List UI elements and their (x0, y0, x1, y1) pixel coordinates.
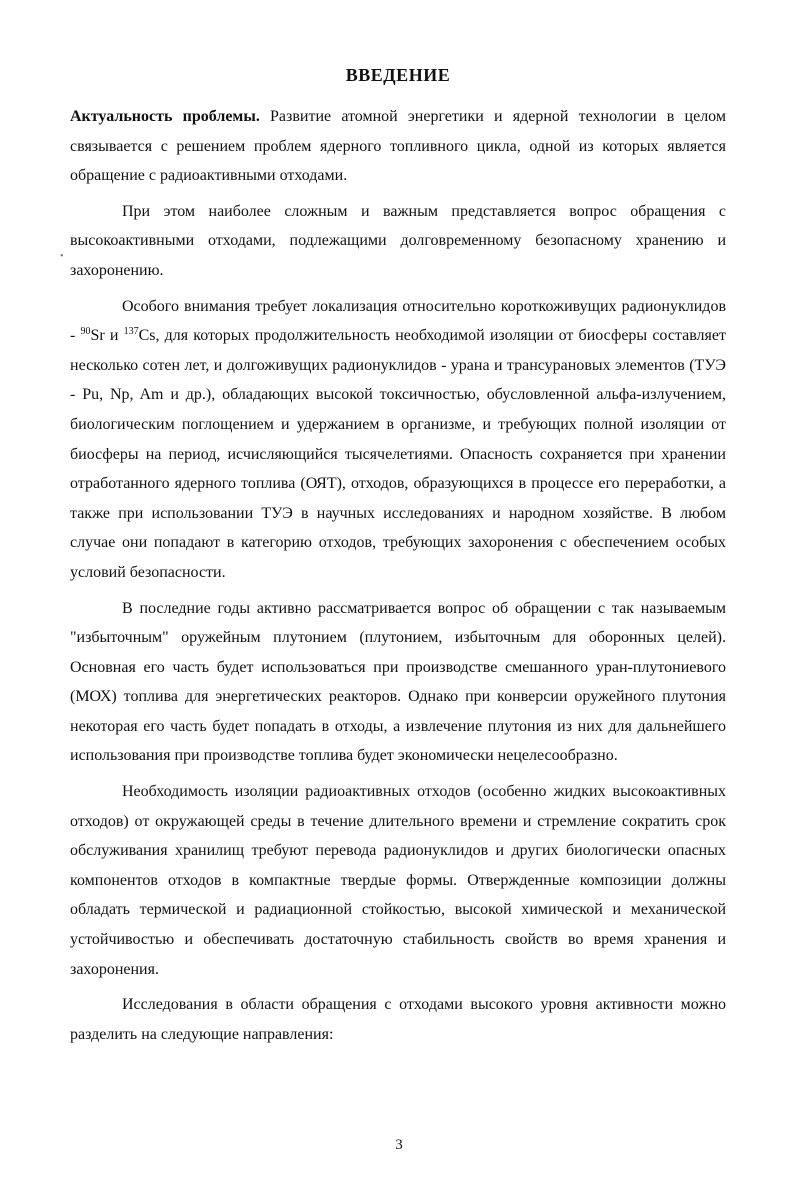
isotope-symbol-sr: Sr и (90, 327, 124, 345)
paragraph-research-directions: Исследования в области обращения с отходами высокого уровня активности можно разделить на следующие направления: (70, 996, 726, 1043)
isotope-mass-cs: 137 (123, 326, 139, 338)
paragraph-plutonium: В последние годы активно рассматривается вопрос об обращении с так называемым "избыточным" оружейным плутонием (плутонием, избыточным для оборонных целей). Основная его часть будет использоваться при производстве смешанного уран-плутониевого (МОХ) топлива для энергетических реакторов. Однако при конверсии оружейного плутония некоторая его часть будет попадать в отходы, а извлечение плутония из них для дальнейшего использования при производстве топлива будет экономически нецелесообразно. (70, 599, 726, 765)
paragraph-lead: Актуальность проблемы. (70, 108, 260, 125)
scan-speck-icon: • (60, 251, 64, 262)
isotope-symbol-cs: Cs (138, 327, 156, 345)
page-number: 3 (395, 1137, 403, 1153)
section-heading: ВВЕДЕНИЕ (345, 65, 451, 85)
document-page (70, 62, 726, 1055)
paragraph-text: Развитие атомной энергетики и ядерной технологии в целом связывается с решением проблем ядерного топливного цикла, одной из которых является обращение с радиоактивными отходами. (70, 108, 726, 185)
paragraph-text-part2: , для которых продолжительность необходимой изоляции от биосферы составляет несколько сотен лет, и долгоживущих радионуклидов - урана и трансурановых элементов (ТУЭ - Pu, Np, Am и др.), обладающих высокой токсичностью, обусловленной альфа-излучением, биологическим поглощением и удержанием в организме, и требующих полной изоляции от биосферы на период, исчисляющийся тысячелетиями. Опасность сохраняется при хранении отработанного ядерного топлива (ОЯТ), отходов, образующихся в процессе его переработки, а также при использовании ТУЭ в научных исследованиях и народном хозяйстве. В любом случае они попадают в категорию отходов, требующих захоронения с обеспечением особых условий безопасности. (70, 327, 726, 581)
paragraph-radionuclides (70, 292, 726, 588)
paragraph-relevance (70, 102, 726, 191)
isotope-mass-sr: 90 (80, 326, 91, 338)
paragraph-high-level-waste: При этом наиболее сложным и важным представляется вопрос обращения с высокоактивными отходами, подлежащими долговременному безопасному хранению и захоронению. (70, 202, 726, 279)
paragraph-text-part1: Особого внимания требует локализация относительно короткоживущих радионуклидов - (70, 297, 726, 345)
paragraph-isolation: Необходимость изоляции радиоактивных отходов (особенно жидких высокоактивных отходов) от окружающей среды в течение длительного времени и стремление сократить срок обслуживания хранилищ требуют перевода радионуклидов и других биологически опасных компонентов отходов в компактные твердые формы. Отвержденные композиции должны обладать термической и радиационной стойкостью, высокой химической и механической устойчивостью и обеспечивать достаточную стабильность свойств во время хранения и захоронения. (70, 783, 726, 978)
